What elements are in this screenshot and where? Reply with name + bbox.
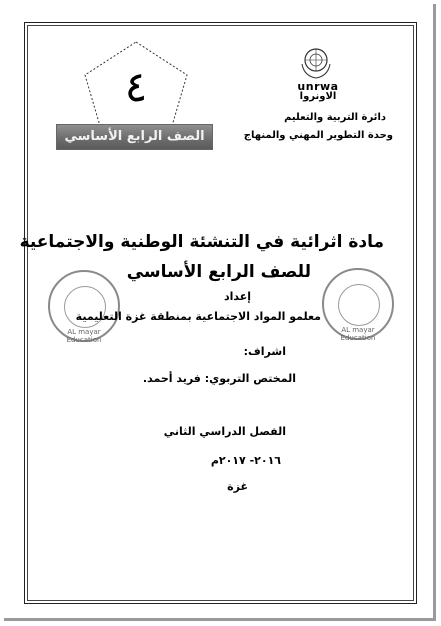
grade-banner: الصف الرابع الأساسي — [56, 124, 213, 150]
department-name: دائرة التربية والتعليم — [284, 112, 386, 123]
supervisor: المختص التربوي: فريد أحمد. — [142, 372, 296, 385]
supervision-label: اشراف: — [243, 345, 286, 358]
stamp-seal-icon — [48, 270, 120, 342]
stamp-text: AL mayar Education — [340, 326, 376, 342]
stamp-text: AL mayar Education — [66, 328, 102, 344]
prepared-by: معلمو المواد الاجتماعية بمنطقة غزة التعليمية — [75, 310, 321, 323]
academic-year: ٢٠١٦- ٢٠١٧م — [210, 454, 281, 467]
term: الفصل الدراسي الثاني — [163, 425, 286, 438]
document-title: مادة اثرائية في التنشئة الوطنية والاجتماعية — [19, 232, 384, 252]
logo-text-en: unrwa — [297, 80, 339, 93]
un-emblem-icon — [296, 42, 336, 82]
unit-name: وحدة التطوير المهني والمنهاج — [243, 130, 393, 141]
prepared-label: إعداد — [223, 290, 251, 303]
stamp-inner-ring — [338, 284, 380, 326]
grade-number: ٤ — [124, 62, 148, 111]
stamp-seal-icon — [322, 268, 394, 340]
logo-text-ar: الاونروا — [299, 91, 337, 102]
document-subtitle: للصف الرابع الأساسي — [126, 262, 311, 282]
city: غزة — [227, 480, 248, 493]
